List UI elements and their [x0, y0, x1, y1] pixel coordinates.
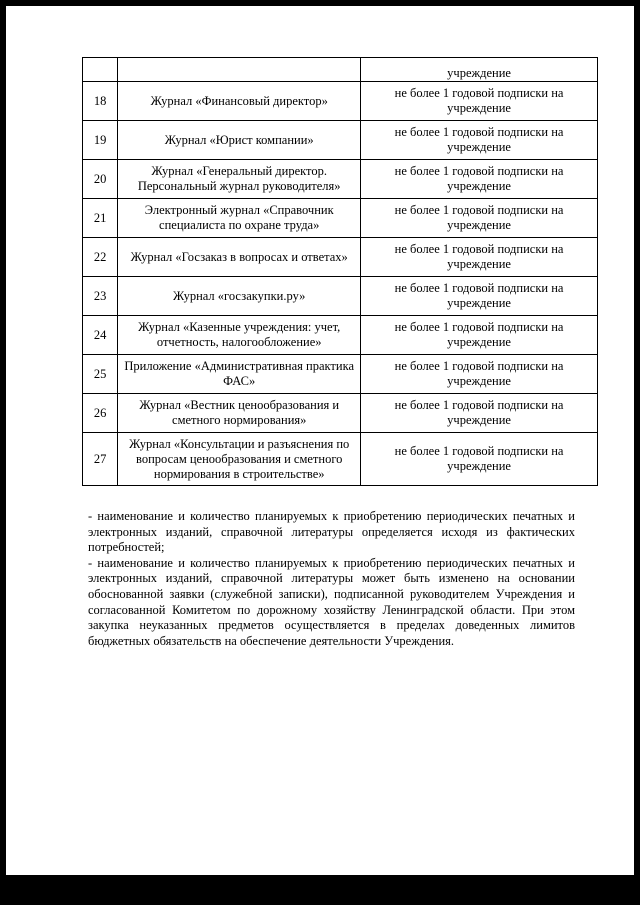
table-row	[83, 394, 598, 433]
row-title: Журнал «госзакупки.ру»	[118, 277, 361, 316]
row-limit: не более 1 годовой подписки на учреждение	[361, 121, 598, 160]
row-number: 26	[83, 394, 118, 433]
row-number: 23	[83, 277, 118, 316]
row-limit: не более 1 годовой подписки на учреждение	[361, 82, 598, 121]
continuation-row	[83, 58, 598, 82]
continuation-num-cell	[83, 58, 118, 82]
table-row	[83, 238, 598, 277]
row-title: Приложение «Административная практика ФАС»	[118, 355, 361, 394]
row-number: 19	[83, 121, 118, 160]
subscriptions-table	[82, 57, 598, 486]
table-row	[83, 199, 598, 238]
row-title: Журнал «Консультации и разъяснения по вопросам ценообразования и сметного нормирования в строительстве»	[118, 433, 361, 486]
scan-edge-right	[634, 0, 640, 875]
row-title: Журнал «Юрист компании»	[118, 121, 361, 160]
row-limit: не более 1 годовой подписки на учреждение	[361, 160, 598, 199]
table-row	[83, 160, 598, 199]
row-number: 24	[83, 316, 118, 355]
scan-edge-top	[0, 0, 640, 6]
row-limit: не более 1 годовой подписки на учреждение	[361, 355, 598, 394]
table-row	[83, 277, 598, 316]
scan-edge-bottom	[0, 875, 640, 905]
table-row	[83, 433, 598, 486]
row-limit: не более 1 годовой подписки на учреждение	[361, 433, 598, 486]
table-row	[83, 316, 598, 355]
note-paragraph: - наименование и количество планируемых к приобретению периодических печатных и электронных изданий, справочной литературы определяется исходя из фактических потребностей;	[88, 509, 575, 555]
continuation-limit-cell: учреждение	[361, 58, 598, 82]
row-number: 22	[83, 238, 118, 277]
row-title: Журнал «Казенные учреждения: учет, отчетность, налогообложение»	[118, 316, 361, 355]
row-title: Журнал «Генеральный директор. Персональный журнал руководителя»	[118, 160, 361, 199]
row-limit: не более 1 годовой подписки на учреждение	[361, 238, 598, 277]
note-paragraph: - наименование и количество планируемых к приобретению периодических печатных и электронных изданий, справочной литературы может быть изменено на основании обоснованной заявки (служебной записки), подписанной руководителем Учреждения и согласованной Комитетом по дорожному хозяйству Ленинградской области. При этом закупка неуказанных предметов осуществляется в пределах доведенных лимитов бюджетных обязательств на обеспечение деятельности Учреждения.	[88, 555, 575, 648]
row-limit: не более 1 годовой подписки на учреждение	[361, 394, 598, 433]
row-number: 20	[83, 160, 118, 199]
notes-section	[88, 509, 575, 649]
row-title: Журнал «Госзаказ в вопросах и ответах»	[118, 238, 361, 277]
row-limit: не более 1 годовой подписки на учреждение	[361, 316, 598, 355]
row-limit: не более 1 годовой подписки на учреждение	[361, 277, 598, 316]
row-limit: не более 1 годовой подписки на учреждение	[361, 199, 598, 238]
table-row	[83, 82, 598, 121]
row-title: Журнал «Финансовый директор»	[118, 82, 361, 121]
table-row	[83, 121, 598, 160]
table-row	[83, 355, 598, 394]
row-number: 27	[83, 433, 118, 486]
scan-edge-left	[0, 0, 6, 875]
row-number: 21	[83, 199, 118, 238]
row-title: Журнал «Вестник ценообразования и сметного нормирования»	[118, 394, 361, 433]
row-number: 25	[83, 355, 118, 394]
row-number: 18	[83, 82, 118, 121]
continuation-name-cell	[118, 58, 361, 82]
row-title: Электронный журнал «Справочник специалиста по охране труда»	[118, 199, 361, 238]
